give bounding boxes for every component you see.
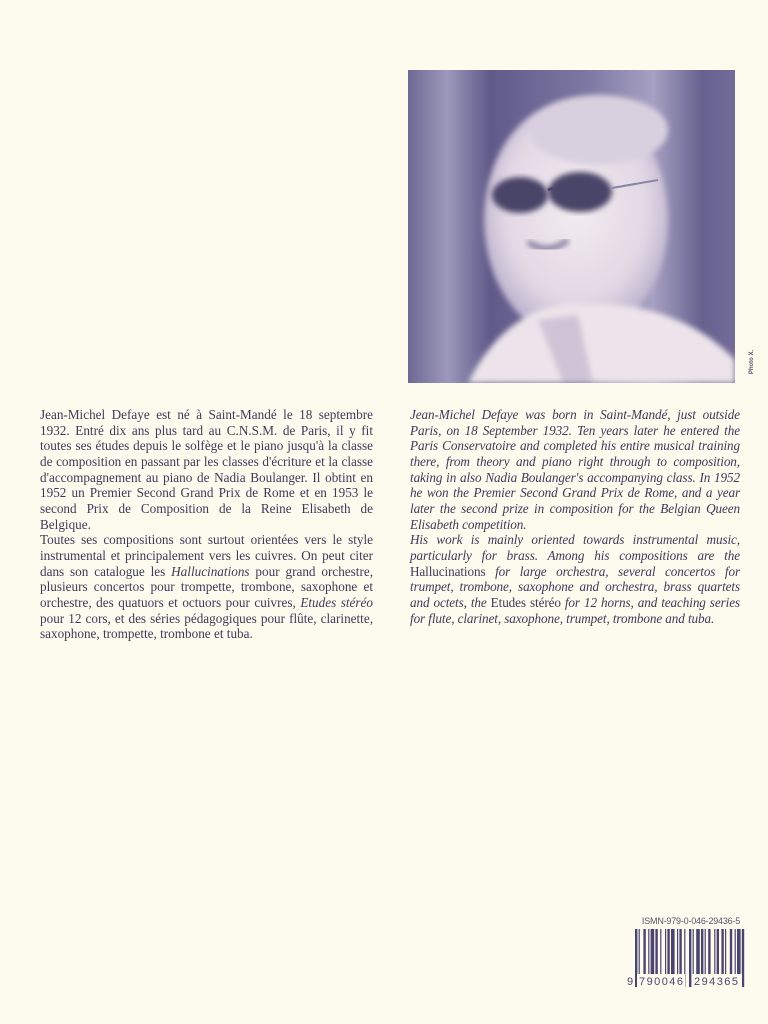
french-work-title: Hallucinations — [171, 563, 250, 579]
french-biography — [40, 407, 373, 642]
english-work-title: Hallucinations — [410, 563, 486, 579]
photo-credit-text: Photo X. — [749, 349, 755, 375]
english-text: for 12 horns, and teaching series for flute, clarinet, saxophone, trumpet, trombone and tuba. — [410, 594, 740, 626]
english-work-title: Etudes stéréo — [490, 594, 561, 610]
english-text: for large orchestra, several concertos for trumpet, trombone, saxophone and orchestra, brass quartets and octets, the — [410, 563, 740, 610]
french-paragraph-2 — [40, 532, 373, 642]
photo-credit — [747, 342, 757, 382]
barcode-bar — [742, 929, 744, 987]
barcode-bar — [689, 929, 691, 987]
english-paragraph-2 — [410, 532, 740, 626]
french-text: pour 12 cors, et des séries pédagogiques pour flûte, clarinette, saxophone, trompette, trombone et tuba. — [40, 610, 373, 642]
barcode — [626, 929, 754, 987]
barcode-image — [626, 929, 754, 987]
french-text: pour grand orchestre, plusieurs concertos pour trompette, trombone, saxophone et orchestre, des quatuors et octuors pour cuivres, — [40, 563, 373, 610]
french-text: Toutes ses compositions sont surtout orientées vers le style instrumental et principalement vers les cuivres. On peut citer dans son catalogue les — [40, 532, 373, 579]
barcode-lead-digit: 9 — [627, 976, 634, 987]
english-biography — [410, 407, 740, 626]
french-paragraph-1: Jean-Michel Defaye est né à Saint-Mandé le 18 septembre 1932. Entré dix ans plus tard au C.N.S.M. de Paris, il y fit toutes ses études depuis le solfège et le piano jusqu'à la classe de composition en passant par les classes d'écriture et la classe d'accompagnement au piano de Nadia Boulanger. Il obtint en 1952 un Premier Second Grand Prix de Rome et en 1953 le second Prix de Composition de la Reine Elisabeth de Belgique. — [40, 407, 373, 532]
english-paragraph-1: Jean-Michel Defaye was born in Saint-Mandé, just outside Paris, on 18 September 1932. Ten years later he entered the Paris Conservatoire and completed his entire musical training there, from theory and piano right through to composition, taking in also Nadia Boulanger's accompanying class. In 1952 he won the Premier Second Grand Prix de Rome, and a year later the second prize in composition for the Belgian Queen Elisabeth competition. — [410, 407, 740, 532]
composer-portrait-photo — [408, 70, 735, 383]
french-work-title: Etudes stéréo — [300, 594, 373, 610]
english-text: His work is mainly oriented towards instrumental music, particularly for brass. Among his compositions are the — [410, 532, 740, 563]
barcode-right-digits: 294365 — [694, 976, 738, 987]
barcode-left-digits: 790046 — [639, 976, 683, 987]
portrait-image — [408, 70, 735, 383]
ismn-number: ISMN-979-0-046-29436-5 — [641, 916, 741, 926]
